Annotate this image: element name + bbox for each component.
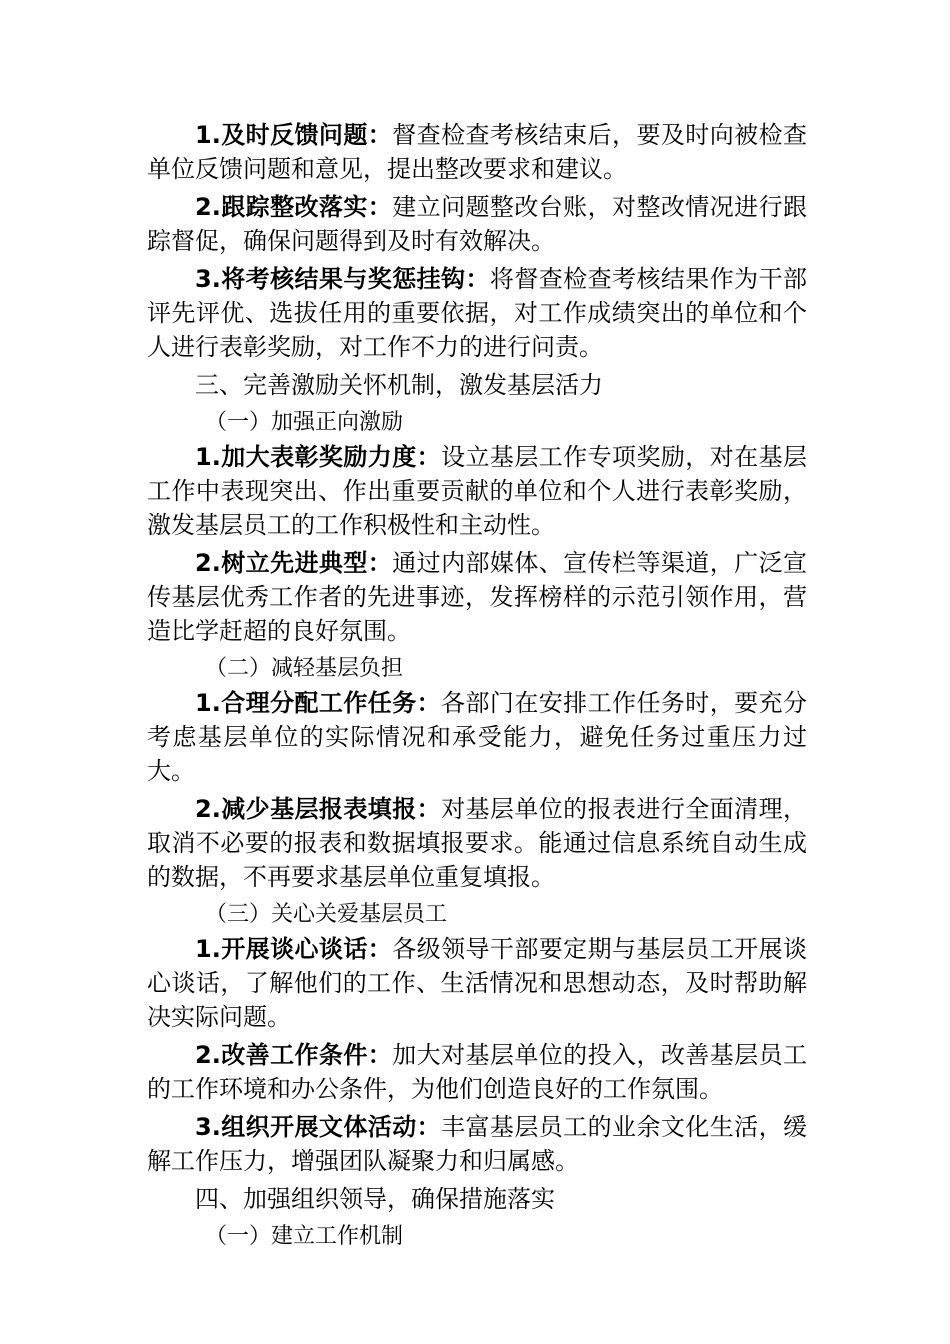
paragraph-lead: 2.跟踪整改落实：: [195, 193, 393, 221]
paragraph-activities: [147, 1110, 807, 1178]
paragraph-text: 丰富基层员工的业余文化生活，缓解工作压力，增强团队凝聚力和归属感。: [147, 1113, 807, 1175]
paragraph-lead: 2.改善工作条件：: [195, 1041, 393, 1069]
paragraph-text: 督查检查考核结束后，要及时向被检查单位反馈问题和意见，提出整改要求和建议。: [147, 121, 807, 183]
paragraph-rectification: [147, 190, 807, 258]
paragraph-lead: 1.加大表彰奖励力度：: [195, 443, 442, 471]
paragraph-text: 各部门在安排工作任务时，要充分考虑基层单位的实际情况和承受能力，避免任务过重压力过大。: [147, 689, 807, 785]
paragraph-lead: 3.组织开展文体活动：: [195, 1113, 442, 1141]
subsection-heading-3-2: （二）减轻基层负担: [205, 656, 404, 681]
paragraph-awards: [147, 440, 807, 542]
paragraph-text: 设立基层工作专项奖励，对在基层工作中表现突出、作出重要贡献的单位和个人进行表彰奖励，激发基层员工的工作积极性和主动性。: [147, 443, 807, 539]
paragraph-task-allocation: [147, 686, 807, 788]
paragraph-text: 加大对基层单位的投入，改善基层员工的工作环境和办公条件，为他们创造良好的工作氛围。: [147, 1041, 807, 1103]
paragraph-lead: 1.及时反馈问题：: [195, 121, 393, 149]
subsection-heading-3-1: （一）加强正向激励: [205, 410, 404, 435]
subsection-heading-4-1: （一）建立工作机制: [205, 1224, 404, 1249]
paragraph-reports: [147, 792, 807, 894]
paragraph-lead: 3.将考核结果与奖惩挂钩：: [195, 265, 490, 293]
document-page: [147, 118, 807, 1254]
paragraph-text: 通过内部媒体、宣传栏等渠道，广泛宣传基层优秀工作者的先进事迹，发挥榜样的示范引领作用，营造比学赶超的良好氛围。: [147, 549, 807, 645]
paragraph-lead: 1.开展谈心谈话：: [195, 935, 393, 963]
paragraph-lead: 2.减少基层报表填报：: [195, 795, 442, 823]
subsection-heading-3-3: （三）关心关爱基层员工: [205, 902, 448, 927]
paragraph-talks: [147, 932, 807, 1034]
paragraph-conditions: [147, 1038, 807, 1106]
paragraph-text: 对基层单位的报表进行全面清理，取消不必要的报表和数据填报要求。能通过信息系统自动生成的数据，不再要求基层单位重复填报。: [147, 795, 807, 891]
paragraph-lead: 2.树立先进典型：: [195, 549, 393, 577]
paragraph-role-models: [147, 546, 807, 648]
section-heading-3: 三、完善激励关怀机制，激发基层活力: [195, 371, 603, 399]
paragraph-lead: 1.合理分配工作任务：: [195, 689, 442, 717]
paragraph-text: 将督查检查考核结果作为干部评先评优、选拔任用的重要依据，对工作成绩突出的单位和个人进行表彰奖励，对工作不力的进行问责。: [147, 265, 807, 361]
section-heading-4: 四、加强组织领导，确保措施落实: [195, 1185, 555, 1213]
paragraph-text: 建立问题整改台账，对整改情况进行跟踪督促，确保问题得到及时有效解决。: [147, 193, 807, 255]
paragraph-text: 各级领导干部要定期与基层员工开展谈心谈话，了解他们的工作、生活情况和思想动态，及时帮助解决实际问题。: [147, 935, 807, 1031]
paragraph-rewards-link: [147, 262, 807, 364]
paragraph-feedback: [147, 118, 807, 186]
